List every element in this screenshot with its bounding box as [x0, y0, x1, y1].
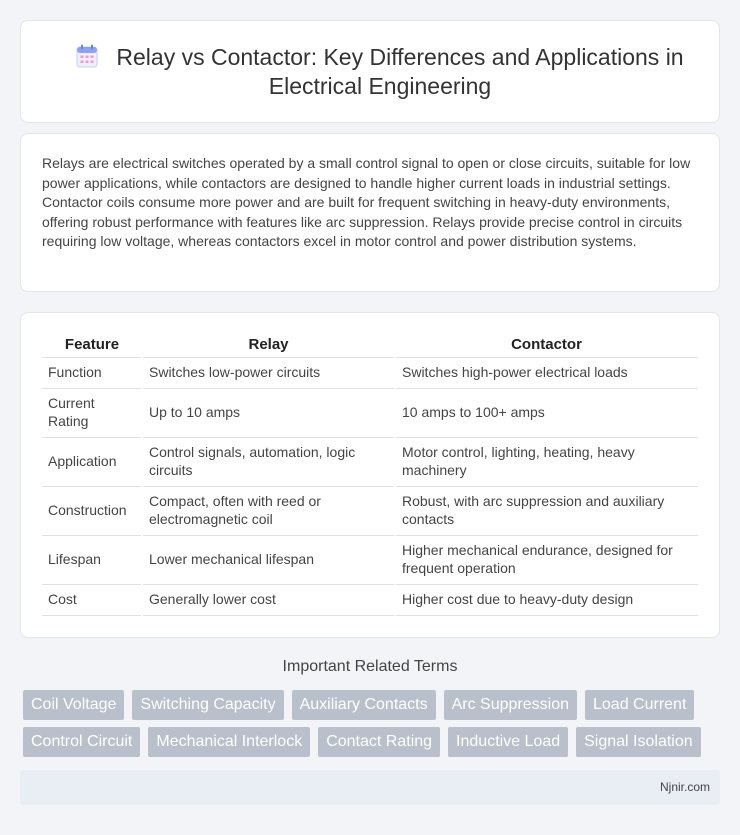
page-title-text: Relay vs Contactor: Key Differences and Applications in Electrical Engineering — [116, 44, 684, 99]
comparison-table-card — [20, 312, 720, 638]
tag-row — [23, 690, 723, 720]
header-contactor: Contactor — [395, 333, 698, 357]
related-terms-title: Important Related Terms — [282, 658, 458, 675]
related-terms-tags — [23, 690, 723, 764]
cell-relay: Lower mechanical lifespan — [142, 535, 395, 584]
cell-feature: Application — [42, 437, 142, 486]
cell-relay: Switches low-power circuits — [142, 357, 395, 388]
cell-contactor: Switches high-power electrical loads — [395, 357, 698, 388]
table-header-row — [42, 333, 698, 357]
cell-feature: Function — [42, 357, 142, 388]
cell-feature: Construction — [42, 486, 142, 535]
cell-contactor: Motor control, lighting, heating, heavy machinery — [395, 437, 698, 486]
table-row — [42, 437, 698, 486]
footer-site-link[interactable]: Njnir.com — [659, 780, 710, 794]
cell-feature: Current Rating — [42, 388, 142, 437]
table-row — [42, 357, 698, 388]
cell-contactor: Robust, with arc suppression and auxiliary contacts — [395, 486, 698, 535]
cell-relay: Generally lower cost — [142, 584, 395, 615]
header-card — [20, 20, 720, 123]
table-row — [42, 584, 698, 615]
tag-arc-suppression[interactable]: Arc Suppression — [444, 690, 577, 720]
title-wrap — [61, 43, 699, 101]
cell-contactor: Higher cost due to heavy-duty design — [395, 584, 698, 615]
footer — [20, 770, 720, 805]
tag-contact-rating[interactable]: Contact Rating — [318, 727, 440, 757]
intro-card — [20, 133, 720, 292]
intro-text: Relays are electrical switches operated by a small control signal to open or close circuits, suitable for low power applications, while contactors are designed to handle higher current loads in industrial settings. Contactor coils consume more power and are built for frequent switching in heavy-duty environments, offering robust performance with features like arc suppression. Relays provide precise control in circuits requiring low voltage, whereas contactors excel in motor control and power distribution systems. — [42, 155, 691, 250]
cell-relay: Compact, often with reed or electromagnetic coil — [142, 486, 395, 535]
calendar-icon — [76, 44, 98, 68]
cell-contactor: 10 amps to 100+ amps — [395, 388, 698, 437]
cell-relay: Up to 10 amps — [142, 388, 395, 437]
comparison-table — [42, 333, 698, 616]
tag-load-current[interactable]: Load Current — [585, 690, 694, 720]
tag-switching-capacity[interactable]: Switching Capacity — [132, 690, 283, 720]
header-feature: Feature — [42, 333, 142, 357]
cell-relay: Control signals, automation, logic circuits — [142, 437, 395, 486]
cell-feature: Lifespan — [42, 535, 142, 584]
tag-auxiliary-contacts[interactable]: Auxiliary Contacts — [292, 690, 436, 720]
tag-coil-voltage[interactable]: Coil Voltage — [23, 690, 124, 720]
cell-feature: Cost — [42, 584, 142, 615]
cell-contactor: Higher mechanical endurance, designed for frequent operation — [395, 535, 698, 584]
tag-inductive-load[interactable]: Inductive Load — [448, 727, 568, 757]
page-title — [61, 43, 699, 101]
table-row — [42, 486, 698, 535]
header-relay: Relay — [142, 333, 395, 357]
tag-row — [23, 727, 723, 757]
tag-control-circuit[interactable]: Control Circuit — [23, 727, 140, 757]
table-row — [42, 535, 698, 584]
table-row — [42, 388, 698, 437]
tag-mechanical-interlock[interactable]: Mechanical Interlock — [148, 727, 310, 757]
tag-signal-isolation[interactable]: Signal Isolation — [576, 727, 701, 757]
